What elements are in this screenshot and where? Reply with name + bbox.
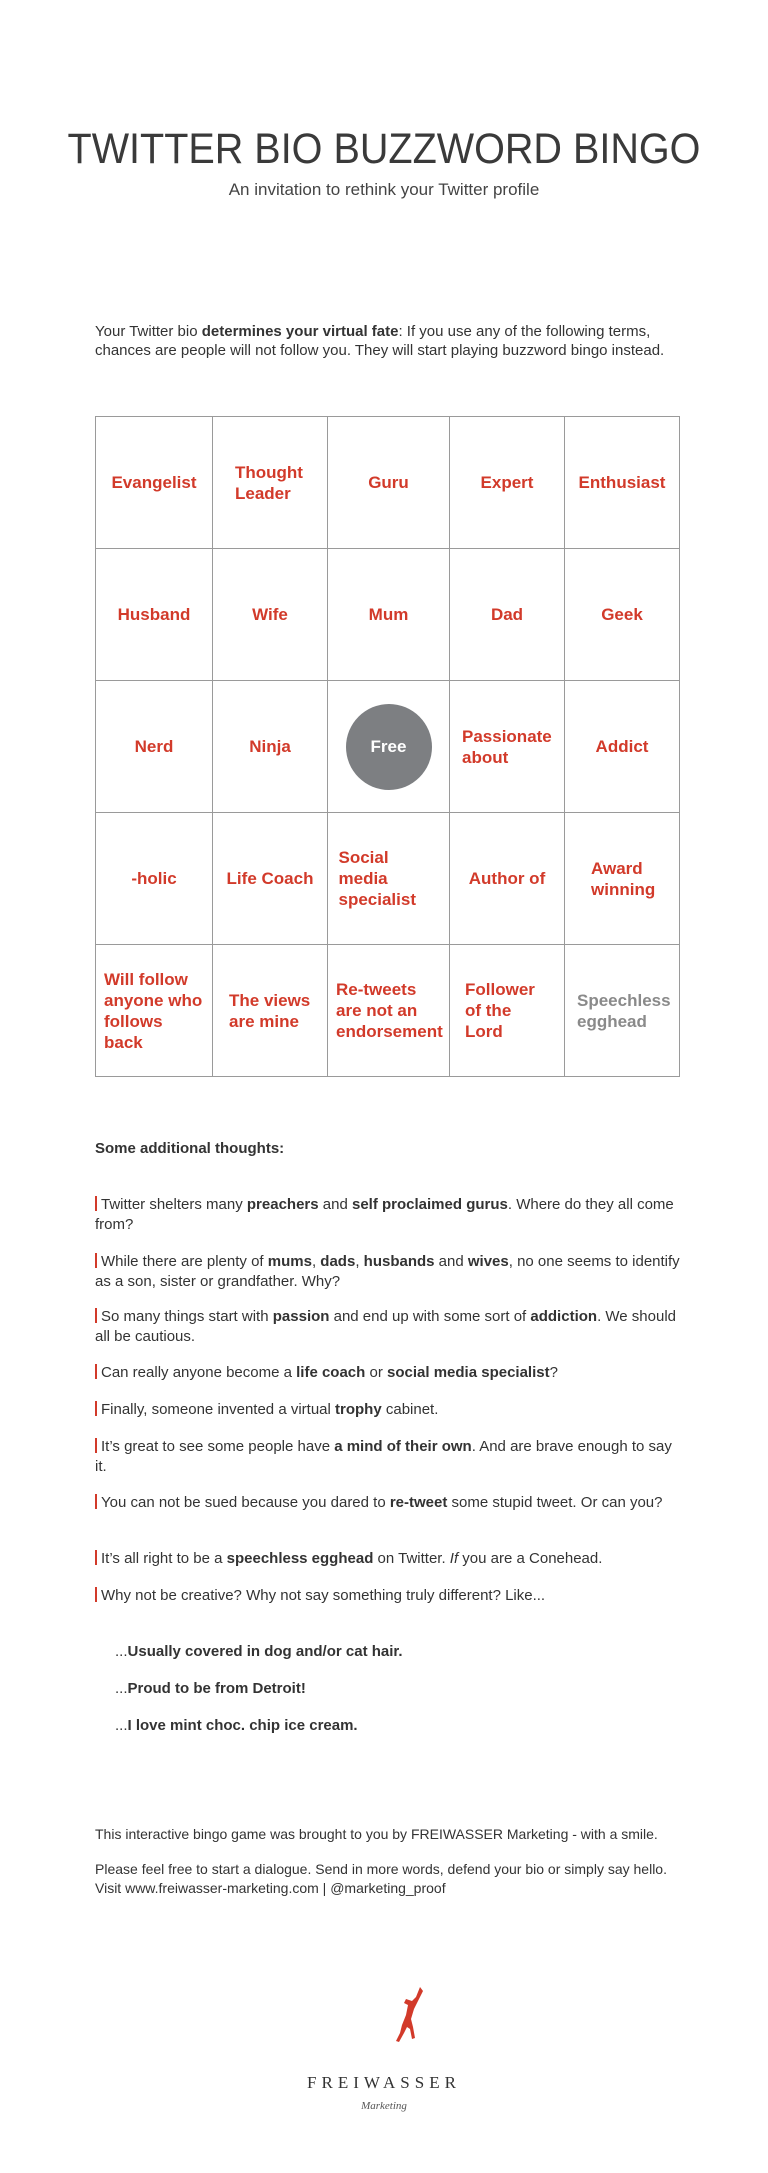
thought-bold: a mind of their own [334,1438,472,1455]
bingo-cell[interactable] [450,681,565,813]
bullet-bar [95,1550,97,1565]
bingo-card [95,416,680,1077]
bingo-cell-label: Evangelist [111,473,197,492]
thought-text: and end up with some sort of [329,1308,531,1325]
page-subtitle: An invitation to rethink your Twitter profile [228,180,540,199]
bingo-cell[interactable] [96,549,213,681]
thought-text: and [318,1196,352,1213]
diver-logo-icon [390,1985,430,2045]
bingo-cell[interactable] [450,945,565,1077]
bingo-cell[interactable] [565,945,680,1077]
thought-bold: dads [320,1253,356,1270]
ellipsis: ... [115,1717,128,1734]
example-text: I love mint choc. chip ice cream. [127,1717,358,1734]
thought-item [95,1493,685,1513]
thought-bold: life coach [296,1364,366,1381]
bingo-cell[interactable] [328,417,450,549]
bingo-cell[interactable] [450,417,565,549]
bingo-cell-label: Guru [368,473,409,492]
thought-item [95,1195,685,1235]
intro-text-end: : If you use any of the following terms, chances are people will not follow you. They will start playing buzzword bingo instead. [95,323,665,359]
thought-text: Twitter shelters many [101,1196,247,1213]
thought-text: on Twitter. [373,1550,450,1567]
thought-text: . Where do they all come from? [95,1196,674,1233]
brand-sub: Marketing [361,2100,407,2112]
bingo-cell[interactable] [96,681,213,813]
bingo-cell[interactable] [328,813,450,945]
thought-text: you are a Conehead. [458,1550,603,1567]
thought-text: , [355,1253,364,1270]
bingo-cell-label: Author of [468,869,546,888]
bingo-cell-label: Will follow anyone who follows back [104,969,203,1052]
thought-text: , [311,1253,321,1270]
bingo-cell-label: Follower of the Lord [465,980,535,1041]
bullet-bar [95,1196,97,1211]
bingo-cell-label: Expert [480,473,534,492]
bingo-cell-label: Mum [368,605,409,624]
bingo-cell-label: Enthusiast [578,473,666,492]
thought-text: While there are plenty of [101,1253,268,1270]
bingo-cell-label: Wife [252,605,288,624]
bingo-cell[interactable] [96,417,213,549]
thought-text: You can not be sued because you dared to [101,1494,390,1511]
bingo-cell-label: Thought Leader [235,462,303,503]
bingo-cell-label: Nerd [134,737,174,756]
bingo-cell[interactable] [328,945,450,1077]
bingo-cell-label: Husband [117,605,191,624]
thought-item [95,1437,685,1477]
thought-bold: addiction [530,1308,598,1325]
bingo-cell-label: Addict [595,737,649,756]
bingo-cell[interactable] [96,945,213,1077]
thought-bold: social media specialist [387,1364,550,1381]
thought-item [95,1400,685,1420]
bingo-cell-label: -holic [131,869,177,888]
thought-text: . We should all be cautious. [95,1308,676,1345]
example-line [115,1643,403,1660]
example-line [115,1680,306,1697]
bingo-cell[interactable] [565,417,680,549]
bingo-cell[interactable] [96,813,213,945]
thought-text: Finally, someone invented a virtual [101,1401,336,1418]
bingo-cell-label: Re-tweets are not an endorsement [336,980,443,1041]
intro-text: Your Twitter bio [95,323,202,340]
thought-bold: preachers [246,1196,319,1213]
bullet-bar [95,1308,97,1323]
bingo-cell-label: Award winning [591,858,656,899]
thought-bold: husbands [363,1253,435,1270]
ellipsis: ... [115,1680,128,1697]
thought-text: Can really anyone become a [101,1364,297,1381]
thought-text: It’s all right to be a [101,1550,227,1567]
bingo-cell[interactable] [565,549,680,681]
bingo-cell[interactable] [450,549,565,681]
thought-bold: trophy [335,1401,382,1418]
ellipsis: ... [115,1643,128,1660]
bingo-cell[interactable] [213,813,328,945]
bullet-bar [95,1438,97,1453]
thoughts-heading: Some additional thoughts: [95,1140,285,1157]
bullet-bar [95,1587,97,1602]
example-line [115,1717,358,1734]
bingo-cell[interactable] [450,813,565,945]
thought-text: So many things start with [101,1308,273,1325]
bingo-free-cell[interactable] [328,681,450,813]
thought-text: cabinet. [381,1401,439,1418]
free-badge: Free [346,704,432,790]
bingo-cell-label: Speechless egghead [577,990,671,1031]
thought-text: Why not be creative? Why not say something truly different? Like... [101,1587,546,1604]
thought-bold: wives [467,1253,509,1270]
thought-item [95,1307,685,1347]
example-text: Usually covered in dog and/or cat hair. [127,1643,403,1660]
intro-paragraph [95,322,685,360]
bingo-cell-label: Ninja [249,737,291,756]
bingo-cell-label: Passionate about [462,726,552,767]
bullet-bar [95,1401,97,1416]
bullet-bar [95,1253,97,1268]
thought-item [95,1252,685,1292]
bingo-cell[interactable] [213,681,328,813]
intro-bold: determines your virtual fate [201,323,399,340]
bullet-bar [95,1494,97,1509]
page-title: TWITTER BIO BUZZWORD BINGO [67,125,701,173]
thought-bold: passion [272,1308,330,1325]
thought-item [95,1586,685,1606]
thought-text: It’s great to see some people have [101,1438,335,1455]
bingo-cell-label: Social media specialist [338,848,416,909]
bingo-cell-label: Dad [490,605,524,624]
thought-text: some stupid tweet. Or can you? [447,1494,663,1511]
thought-bold: speechless egghead [226,1550,374,1567]
bingo-cell[interactable] [565,681,680,813]
thought-text: or [365,1364,388,1381]
thought-text: ? [549,1364,558,1381]
thought-text: . And are brave enough to say it. [95,1438,672,1475]
brand-name: FREIWASSER [307,2073,461,2092]
bingo-cell[interactable] [213,549,328,681]
thought-bold: re-tweet [389,1494,448,1511]
bingo-cell[interactable] [213,417,328,549]
footer-links[interactable]: Visit www.freiwasser-marketing.com | @marketing_proof [95,1880,446,1896]
thought-bold: self proclaimed gurus [351,1196,508,1213]
footer-invite: Please feel free to start a dialogue. Send in more words, defend your bio or simply say hello. [95,1861,667,1877]
thought-item [95,1363,685,1383]
bingo-cell-label: Life Coach [226,869,314,888]
bingo-cell-label: The views are mine [229,990,311,1031]
thought-italic: If [449,1550,459,1567]
bingo-cell[interactable] [328,549,450,681]
example-text: Proud to be from Detroit! [127,1680,306,1697]
bullet-bar [95,1364,97,1379]
bingo-cell[interactable] [213,945,328,1077]
thought-item [95,1549,685,1569]
thought-bold: mums [267,1253,312,1270]
bingo-cell[interactable] [565,813,680,945]
thought-text: , no one seems to identify as a son, sister or grandfather. Why? [95,1253,680,1290]
thought-text: and [434,1253,468,1270]
bingo-cell-label: Geek [601,605,643,624]
footer-credit: This interactive bingo game was brought to you by FREIWASSER Marketing - with a smile. [95,1826,658,1842]
